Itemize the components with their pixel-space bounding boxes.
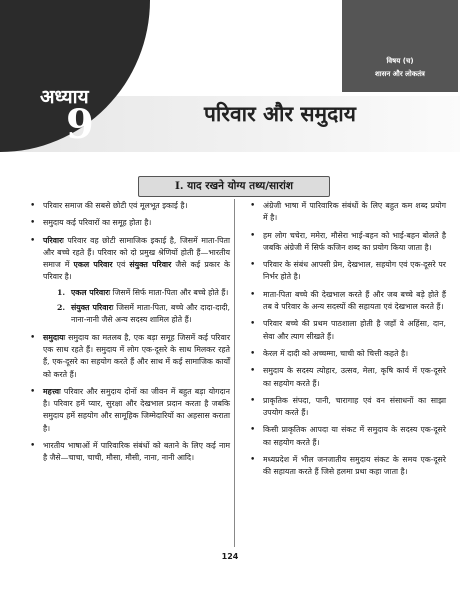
list-item: • मध्यप्रदेश में भील जनजातीय समुदाय संकट के समय एक-दूसरे की सहायता करते हैं जिसे हलमा प्रथा कहा जाता है। xyxy=(250,455,446,477)
bullet-icon: • xyxy=(30,332,36,343)
term-label: महत्त्वः xyxy=(43,386,61,396)
chapter-title: परिवार और समुदाय xyxy=(204,101,356,126)
bullet-icon: • xyxy=(30,201,36,211)
sub-item: 1. एकल परिवारः जिसमें सिर्फ माता-पिता और बच्चे होते हैं। xyxy=(57,287,229,297)
bullet-icon: • xyxy=(30,441,36,452)
subject-line-1: विषय (च) xyxy=(386,57,414,65)
column-divider xyxy=(234,199,235,547)
list-item: • केरल में दादी को अच्चम्मा, चाची को चित्ती कहते है। xyxy=(250,348,409,359)
sub-item: 2. संयुक्त परिवारः जिसमें माता-पिता, बच्चे और दादा-दादी, नाना-नानी जैसे अन्य सदस्य शामिल होते हैं। xyxy=(57,303,230,325)
bullet-icon: • xyxy=(30,386,36,397)
list-item: • प्राकृतिक संपदा, पानी, चारागाह एवं वन संसाधनों का साझा उपयोग करते हैं। xyxy=(250,395,446,418)
bullet-icon: • xyxy=(30,218,36,229)
bullet-icon: • xyxy=(250,425,256,436)
list-item: • हम लोग चचेरा, ममेरा, मौसेरा भाई-बहन को भाई-बहन बोलते है जबकि अंग्रेजी में सिर्फ कजिन शब्द का प्रयोग किया जाता है। xyxy=(250,230,446,252)
page-number: 124 xyxy=(221,552,239,561)
bullet-icon: • xyxy=(250,260,256,271)
chapter-header xyxy=(0,0,460,152)
list-item: • परिवारः परिवार वह छोटी सामाजिक इकाई है, जिसमें माता-पिता और बच्चे रहते हैं। परिवार को दो प्रमुख श्रेणियों होती हैं—भारतीय समाज में एकल परिवार एवं संयुक्त परिवार जैसे कई प्रकार के परिवार है। 1. एकल परिवारः जिसमें सिर्फ माता-पिता और बच्चे होते हैं। 2. संयुक्त परिवारः जिसमें माता-पिता, बच्चे और दादा-दादी, नाना-नानी जैसे अन्य सदस्य शामिल होते हैं। xyxy=(30,235,230,327)
list-item: • परिवार के संबंध आपसी प्रेम, देखभाल, सहयोग एवं एक-दूसरे पर निर्भर होते है। xyxy=(250,260,446,282)
list-item: • समुदाय के सदस्य त्योहार, उत्सव, मेला, कृषि कार्य में एक-दूसरे का सहयोग करते हैं। xyxy=(250,366,446,388)
bullet-icon: • xyxy=(250,319,256,330)
bullet-icon: • xyxy=(250,395,256,406)
subject-box xyxy=(342,0,458,92)
list-item: • भारतीय भाषाओं में पारिवारिक संबंधों को बताने के लिए कई नाम है जैसे—चाचा, चाची, मौसा, मौसी, नाना, नानी आदि। xyxy=(30,441,230,463)
list-item: • समुदायः समुदाय का मतलब है, एक बड़ा समूह जिसमें कई परिवार एक साथ रहते हैं। समुदाय में लोग एक-दूसरे के साथ मिलकर रहते हैं, एक-दूसरे का सहयोग करते हैं और साथ में कई सामाजिक कार्यों को करते हैं। xyxy=(30,332,231,379)
subject-line-2: शासन और लोकतंत्र xyxy=(375,70,425,78)
term-label: परिवारः xyxy=(43,235,64,245)
term-label: समुदायः xyxy=(43,332,66,342)
bullet-icon: • xyxy=(30,235,36,246)
bullet-icon: • xyxy=(250,455,256,466)
section-heading: I. याद रखने योग्य तथ्य/सारांश xyxy=(138,176,330,197)
bullet-icon: • xyxy=(250,230,256,241)
list-item: • अंग्रेजी भाषा में पारिवारिक संबंधों के लिए बहुत कम शब्द प्रयोग में है। xyxy=(250,201,446,223)
list-item: • किसी प्राकृतिक आपदा या संकट में समुदाय के सदस्य एक-दूसरे का सहयोग करते हैं। xyxy=(250,425,446,447)
bullet-icon: • xyxy=(250,201,256,211)
list-item: • माता-पिता बच्चे की देखभाल करते हैं और जब बच्चे बड़े होते हैं तब वे परिवार के अन्य सदस्यों की सहायता एवं देखभाल करते हैं। xyxy=(250,289,446,312)
right-column xyxy=(250,200,446,484)
list-item: • महत्त्वः परिवार और समुदाय दोनों का जीवन में बहुत बड़ा योगदान है। परिवार हमें प्यार, सुरक्षा और देखभाल प्रदान करता है जबकि समुदाय हमें सहयोग और सामूहिक जिम्मेदारियों का अहसास कराता है। xyxy=(30,386,230,433)
list-item: • परिवार समाज की सबसे छोटी एवं मूलभूत इकाई है। xyxy=(30,201,188,211)
list-item: • समुदाय कई परिवारों का समूह होता है। xyxy=(30,218,152,229)
left-column xyxy=(30,200,230,470)
bullet-icon: • xyxy=(250,348,256,359)
bullet-icon: • xyxy=(250,289,256,300)
chapter-number: 9 xyxy=(66,101,94,148)
chapter-label: अध्याय xyxy=(40,86,89,108)
bullet-icon: • xyxy=(250,366,256,377)
list-item: • परिवार बच्चे की प्रथम पाठशाला होती है जहाँ वे अहिंसा, दान, सेवा और त्याग सीखते हैं। xyxy=(250,319,446,341)
